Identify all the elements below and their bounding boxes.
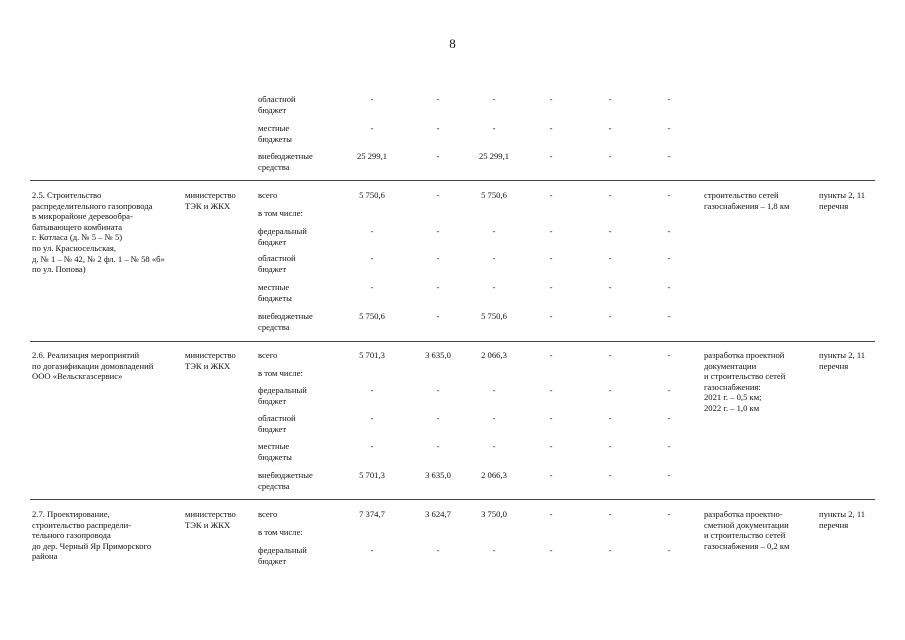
funding-source: областной бюджет <box>258 413 296 434</box>
funding-source: в том числе: <box>258 527 303 537</box>
measure-name: 2.7. Проектирование, строительство распредели- тельного газопровода до дер. Черный Яр Приморского района <box>32 509 152 562</box>
value-cell: 5 750,6 <box>481 190 507 200</box>
value-cell: - <box>370 441 374 451</box>
value-cell: - <box>667 441 671 451</box>
executor: министерство ТЭК и ЖКХ <box>185 509 236 530</box>
funding-source: всего <box>258 350 278 360</box>
funding-source: в том числе: <box>258 368 303 378</box>
value-cell: - <box>608 350 612 360</box>
value-cell: 2 066,3 <box>481 350 507 360</box>
value-cell: - <box>436 94 440 104</box>
value-cell: - <box>436 151 440 161</box>
measure-name: 2.5. Строительство распределительного газопровода в микрорайоне деревообра- батывающего комбината г. Котласа (д. № 5 – № 5) по ул. Красносельская, д. № 1 – № 42, № 2 фл. 1 – № 58 «б» по ул. Попова) <box>32 190 165 275</box>
value-cell: - <box>549 350 553 360</box>
value-cell: - <box>549 123 553 133</box>
value-cell: - <box>436 311 440 321</box>
funding-source: внебюджетные средства <box>258 151 313 172</box>
value-cell: - <box>608 94 612 104</box>
value-cell: - <box>370 282 374 292</box>
value-cell: 5 750,6 <box>359 311 385 321</box>
value-cell: - <box>549 151 553 161</box>
value-cell: - <box>667 282 671 292</box>
value-cell: 2 066,3 <box>481 470 507 480</box>
value-cell: - <box>436 253 440 263</box>
value-cell: - <box>492 385 496 395</box>
value-cell: 5 750,6 <box>359 190 385 200</box>
value-cell: - <box>436 226 440 236</box>
value-cell: - <box>436 123 440 133</box>
value-cell: - <box>549 253 553 263</box>
value-cell: - <box>549 190 553 200</box>
value-cell: - <box>370 226 374 236</box>
value-cell: 3 635,0 <box>425 470 451 480</box>
funding-source: внебюджетные средства <box>258 470 313 491</box>
value-cell: - <box>667 385 671 395</box>
value-cell: - <box>549 509 553 519</box>
funding-source: федеральный бюджет <box>258 226 307 247</box>
value-cell: - <box>608 190 612 200</box>
value-cell: - <box>608 123 612 133</box>
value-cell: - <box>667 123 671 133</box>
value-cell: - <box>608 151 612 161</box>
value-cell: - <box>667 94 671 104</box>
value-cell: - <box>549 385 553 395</box>
expected-result: строительство сетей газоснабжения – 1,8 км <box>704 190 790 211</box>
value-cell: - <box>549 282 553 292</box>
value-cell: - <box>667 226 671 236</box>
page-number: 8 <box>449 36 456 51</box>
value-cell: - <box>436 190 440 200</box>
value-cell: - <box>667 311 671 321</box>
value-cell: - <box>436 385 440 395</box>
value-cell: - <box>608 470 612 480</box>
section-divider <box>30 499 875 500</box>
value-cell: - <box>370 385 374 395</box>
value-cell: - <box>667 253 671 263</box>
funding-source: всего <box>258 190 278 200</box>
value-cell: - <box>667 545 671 555</box>
value-cell: 5 750,6 <box>481 311 507 321</box>
value-cell: - <box>492 94 496 104</box>
expected-result: разработка проектно- сметной документации и строительство сетей газоснабжения – 0,2 км <box>704 509 790 551</box>
value-cell: - <box>608 253 612 263</box>
value-cell: 3 624,7 <box>425 509 451 519</box>
value-cell: - <box>549 545 553 555</box>
value-cell: - <box>667 151 671 161</box>
funding-source: в том числе: <box>258 208 303 218</box>
section-divider <box>30 341 875 342</box>
value-cell: - <box>370 94 374 104</box>
funding-source: федеральный бюджет <box>258 385 307 406</box>
funding-source: федеральный бюджет <box>258 545 307 566</box>
value-cell: - <box>667 190 671 200</box>
value-cell: - <box>492 545 496 555</box>
value-cell: - <box>549 226 553 236</box>
value-cell: - <box>608 413 612 423</box>
section-divider <box>30 180 875 181</box>
funding-source: областной бюджет <box>258 253 296 274</box>
value-cell: - <box>667 413 671 423</box>
value-cell: - <box>549 470 553 480</box>
value-cell: 7 374,7 <box>359 509 385 519</box>
value-cell: - <box>492 282 496 292</box>
value-cell: 25 299,1 <box>356 151 388 161</box>
value-cell: - <box>608 441 612 451</box>
value-cell: - <box>608 385 612 395</box>
value-cell: - <box>608 311 612 321</box>
value-cell: - <box>436 441 440 451</box>
funding-source: местные бюджеты <box>258 282 292 303</box>
reference: пункты 2, 11 перечня <box>819 509 866 530</box>
funding-source: местные бюджеты <box>258 441 292 462</box>
value-cell: - <box>370 413 374 423</box>
funding-source: областной бюджет <box>258 94 296 115</box>
value-cell: 5 701,3 <box>359 470 385 480</box>
value-cell: - <box>667 509 671 519</box>
value-cell: - <box>549 94 553 104</box>
value-cell: - <box>549 441 553 451</box>
value-cell: - <box>608 545 612 555</box>
value-cell: - <box>608 282 612 292</box>
funding-source: местные бюджеты <box>258 123 292 144</box>
value-cell: - <box>549 311 553 321</box>
value-cell: - <box>436 545 440 555</box>
value-cell: 5 701,3 <box>359 350 385 360</box>
value-cell: - <box>370 123 374 133</box>
value-cell: - <box>608 509 612 519</box>
value-cell: - <box>436 413 440 423</box>
value-cell: - <box>492 413 496 423</box>
reference: пункты 2, 11 перечня <box>819 190 866 211</box>
executor: министерство ТЭК и ЖКХ <box>185 190 236 211</box>
funding-source: всего <box>258 509 278 519</box>
value-cell: - <box>667 350 671 360</box>
value-cell: 3 750,0 <box>481 509 507 519</box>
executor: министерство ТЭК и ЖКХ <box>185 350 236 371</box>
value-cell: - <box>492 441 496 451</box>
value-cell: - <box>436 282 440 292</box>
value-cell: - <box>370 253 374 263</box>
value-cell: - <box>549 413 553 423</box>
value-cell: - <box>370 545 374 555</box>
value-cell: - <box>492 123 496 133</box>
value-cell: 25 299,1 <box>478 151 510 161</box>
measure-name: 2.6. Реализация мероприятий по догазификации домовладений ООО «Вельскгазсервис» <box>32 350 154 382</box>
funding-source: внебюджетные средства <box>258 311 313 332</box>
reference: пункты 2, 11 перечня <box>819 350 866 371</box>
value-cell: - <box>492 226 496 236</box>
value-cell: 3 635,0 <box>425 350 451 360</box>
value-cell: - <box>667 470 671 480</box>
value-cell: - <box>492 253 496 263</box>
value-cell: - <box>608 226 612 236</box>
expected-result: разработка проектной документации и строительство сетей газоснабжения: 2021 г. – 0,5 км; 2022 г. – 1,0 км <box>704 350 786 413</box>
